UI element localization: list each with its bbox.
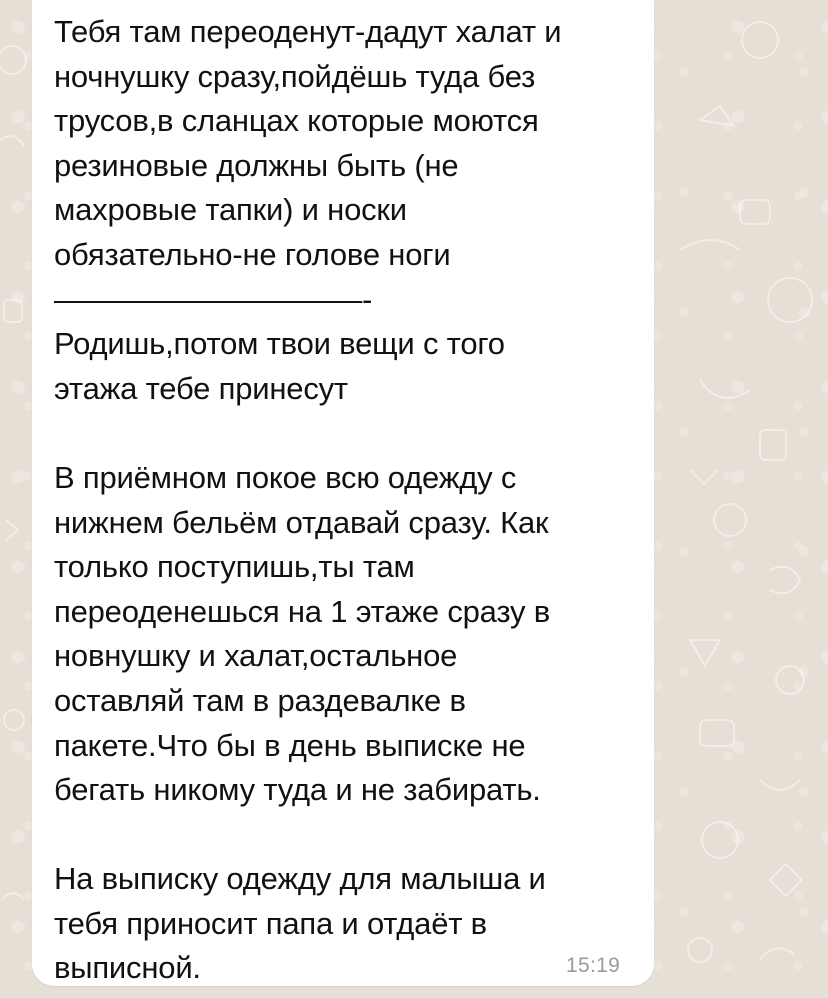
message-text: Тебя там переоденут-дадут халат и ночнушку сразу,пойдёшь туда без трусов,в сланцах которые моются резиновые должны быть (не махровые тапки) и носки обязательно-не голове ноги ——————————- Родишь,потом твои вещи с того этажа тебе принесут В приёмном покое всю одежду с нижнем бельём отдавай сразу. Как только поступишь,ты там переоденешься на 1 этаже сразу в новнушку и халат,остальное оставляй там в раздевалке в пакете.Что бы в день выписке не бегать никому туда и не забирать. На выписку одежду для малыша и тебя приносит папа и отдаёт в выписной. xyxy=(54,14,562,986)
message-timestamp: 15:19 xyxy=(566,954,621,977)
